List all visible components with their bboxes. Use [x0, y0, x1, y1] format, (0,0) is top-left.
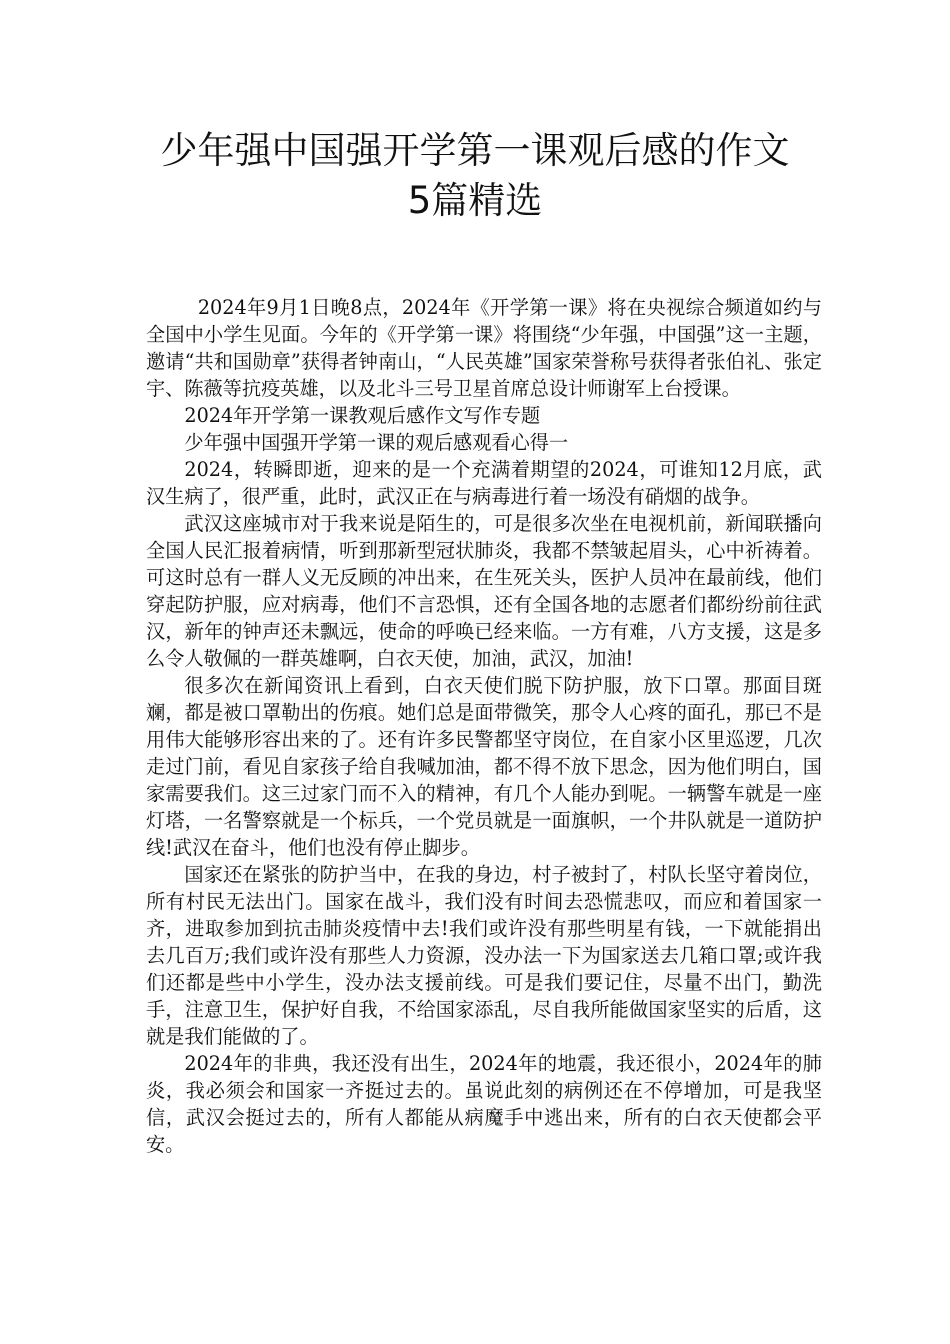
document-body: [146, 294, 822, 1158]
paragraph: 很多次在新闻资讯上看到，白衣天使们脱下防护服，放下口罩。那面目斑斓，都是被口罩勒出的伤痕。她们总是面带微笑，那令人心疼的面孔，那已不是用伟大能够形容出来的了。还有许多民警都坚守岗位，在自家小区里巡逻，几次走过门前，看见自家孩子给自我喊加油，都不得不放下思念，因为他们明白，国家需要我们。这三过家门而不入的精神，有几个人能办到呢。一辆警车就是一座灯塔，一名警察就是一个标兵，一个党员就是一面旗帜，一个井队就是一道防护线!武汉在奋斗，他们也没有停止脚步。: [146, 674, 822, 859]
paragraph: 2024年的非典，我还没有出生，2024年的地震，我还很小，2024年的肺炎，我必须会和国家一齐挺过去的。虽说此刻的病例还在不停增加，可是我坚信，武汉会挺过去的，所有人都能从病魔手中逃出来，所有的白衣天使都会平安。: [146, 1052, 822, 1156]
paragraph-subtitle: 少年强中国强开学第一课的观后感观看心得一: [184, 431, 569, 454]
paragraph-topic: 2024年开学第一课教观后感作文写作专题: [184, 404, 541, 427]
paragraph-intro: 2024年9月1日晚8点，2024年《开学第一课》将在央视综合频道如约与全国中小学生见面。今年的《开学第一课》将围绕“少年强，中国强”这一主题，邀请“共和国勋章”获得者钟南山，“人民英雄”国家荣誉称号获得者张伯礼、张定宇、陈薇等抗疫英雄，以及北斗三号卫星首席总设计师谢军上台授课。: [146, 296, 822, 400]
title-line-2: 5篇精选: [407, 179, 543, 222]
paragraph: 2024，转瞬即逝，迎来的是一个充满着期望的2024，可谁知12月底，武汉生病了，很严重，此时，武汉正在与病毒进行着一场没有硝烟的战争。: [146, 458, 822, 508]
document-title: [100, 126, 850, 226]
paragraph: 国家还在紧张的防护当中，在我的身边，村子被封了，村队长坚守着岗位，所有村民无法出门。国家在战斗，我们没有时间去恐慌悲叹，而应和着国家一齐，进取参加到抗击肺炎疫情中去!我们或许没有那些明星有钱，一下就能捐出去几百万;我们或许没有那些人力资源，没办法一下为国家送去几箱口罩;或许我们还都是些中小学生，没办法支援前线。可是我们要记住，尽量不出门，勤洗手，注意卫生，保护好自我，不给国家添乱，尽自我所能做国家坚实的后盾，这就是我们能做的了。: [146, 863, 822, 1048]
title-line-1: 少年强中国强开学第一课观后感的作文: [160, 129, 790, 172]
paragraph: 武汉这座城市对于我来说是陌生的，可是很多次坐在电视机前，新闻联播向全国人民汇报着病情，听到那新型冠状肺炎，我都不禁皱起眉头，心中祈祷着。可这时总有一群人义无反顾的冲出来，在生死关头，医护人员冲在最前线，他们穿起防护服，应对病毒，他们不言恐惧，还有全国各地的志愿者们都纷纷前往武汉，新年的钟声还未飘远，使命的呼唤已经来临。一方有难，八方支援，这是多么令人敬佩的一群英雄啊，白衣天使，加油，武汉，加油!: [146, 512, 822, 670]
